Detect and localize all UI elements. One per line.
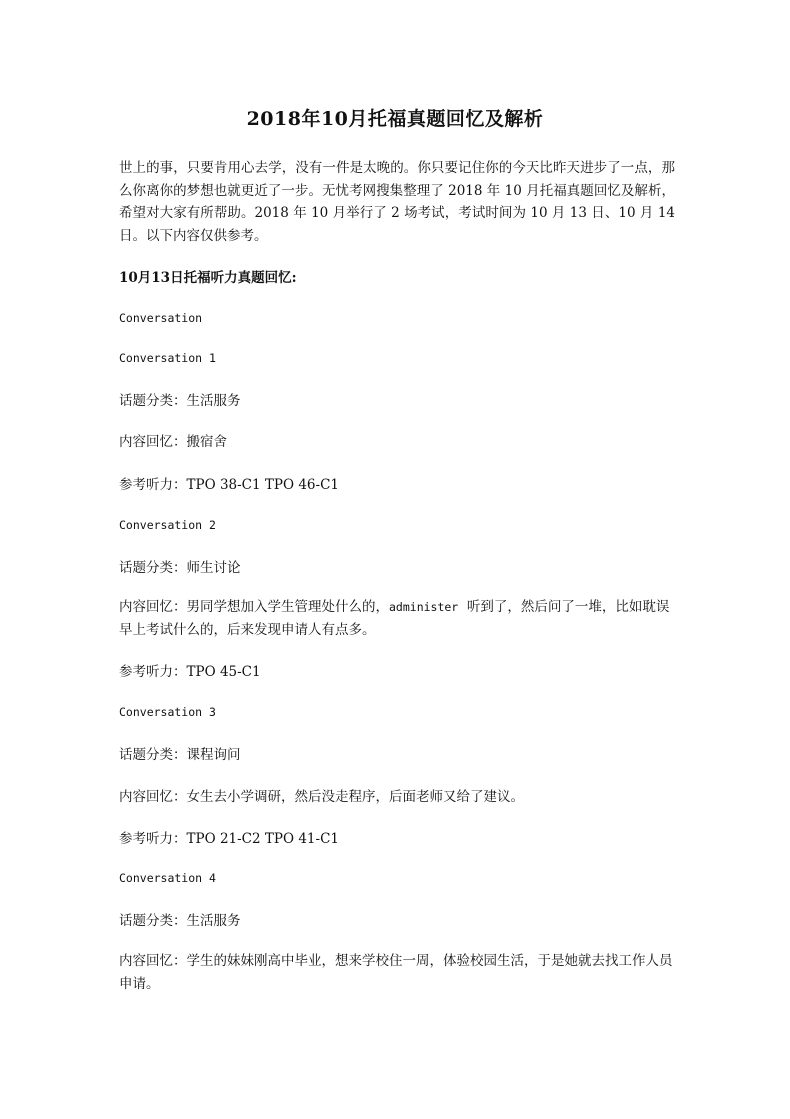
conversation-4-topic: 话题分类：生活服务 (119, 913, 241, 929)
conversation-2-content-text-end: 听到了，然后问了一堆，比如耽误早上考试什么的，后来发现申请人有点多。 (119, 599, 670, 638)
conversation-1-label: Conversation 1 (119, 351, 216, 365)
document-title: 2018年10月托福真题回忆及解析 (246, 108, 544, 130)
conversation-2-reference: 参考听力：TPO 45-C1 (119, 664, 261, 680)
conversation-2-content (119, 596, 675, 641)
conversation-4-label: Conversation 4 (119, 871, 216, 885)
conversation-1-topic: 话题分类：生活服务 (119, 393, 241, 409)
conversation-2-content-term: administer (389, 600, 459, 614)
conversation-2-topic: 话题分类：师生讨论 (119, 560, 241, 576)
conversation-4-content: 内容回忆：学生的妹妹刚高中毕业，想来学校住一周，体验校园生活，于是她就去找工作人员申请。 (119, 953, 673, 992)
intro-paragraph: 世上的事，只要肯用心去学，没有一件是太晚的。你只要记住你的今天比昨天进步了一点，那么你离你的梦想也就更近了一步。无忧考网搜集整理了 2018 年 10 月托福真题回忆及解析，希望对大家有所帮助。2018 年 10 月举行了 2 场考试，考试时间为 10 月 13 日、10 月 14 日。以下内容仅供参考。 (119, 160, 675, 244)
conversation-3-topic: 话题分类：课程询问 (119, 747, 241, 763)
conversation-3-label: Conversation 3 (119, 705, 216, 719)
conversation-3-content: 内容回忆：女生去小学调研，然后没走程序，后面老师又给了建议。 (119, 789, 524, 805)
conversation-3-reference: 参考听力：TPO 21-C2 TPO 41-C1 (119, 831, 340, 847)
section-heading: 10月13日托福听力真题回忆: (119, 270, 297, 286)
conversation-header: Conversation (119, 311, 203, 325)
conversation-1-reference: 参考听力：TPO 38-C1 TPO 46-C1 (119, 477, 340, 493)
conversation-2-label: Conversation 2 (119, 518, 216, 532)
conversation-1-content: 内容回忆：搬宿舍 (119, 434, 227, 450)
conversation-2-content-text: 内容回忆：男同学想加入学生管理处什么的， (119, 599, 389, 615)
